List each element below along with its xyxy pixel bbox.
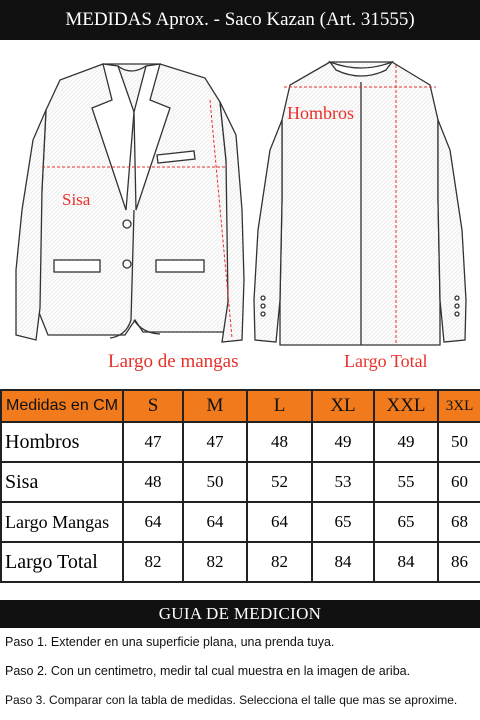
table-cell: 84 bbox=[374, 542, 438, 582]
table-cell: 48 bbox=[247, 422, 312, 462]
table-row bbox=[1, 462, 480, 502]
table-cell: 64 bbox=[247, 502, 312, 542]
sisa-label: Sisa bbox=[62, 190, 91, 209]
table-cell: 84 bbox=[312, 542, 374, 582]
hombros-label: Hombros bbox=[287, 103, 354, 123]
header-size-m: M bbox=[183, 390, 247, 422]
table-cell: 82 bbox=[183, 542, 247, 582]
table-cell: 65 bbox=[374, 502, 438, 542]
header-size-l: L bbox=[247, 390, 312, 422]
page-header bbox=[0, 0, 480, 40]
step-3: Paso 3. Comparar con la tabla de medidas. Selecciona el talle que mas se aproxime. bbox=[5, 693, 458, 707]
header-medidas: Medidas en CM bbox=[1, 390, 123, 422]
jacket-drawings bbox=[0, 40, 480, 385]
table-cell: 47 bbox=[123, 422, 183, 462]
table-cell: 50 bbox=[438, 422, 480, 462]
table-cell: 52 bbox=[247, 462, 312, 502]
table-cell: 49 bbox=[374, 422, 438, 462]
table-cell: 48 bbox=[123, 462, 183, 502]
table-cell: 55 bbox=[374, 462, 438, 502]
header-size-s: S bbox=[123, 390, 183, 422]
table-header-row bbox=[1, 390, 480, 422]
table-cell: 50 bbox=[183, 462, 247, 502]
header-size-3xl: 3XL bbox=[438, 390, 480, 422]
row-label: Sisa bbox=[1, 462, 123, 502]
size-chart-table bbox=[0, 389, 480, 583]
row-label: Largo Total bbox=[1, 542, 123, 582]
guide-title: GUIA DE MEDICION bbox=[158, 604, 322, 623]
largo-mangas-label: Largo de mangas bbox=[108, 351, 239, 372]
step-2: Paso 2. Con un centimetro, medir tal cual muestra en la imagen de ariba. bbox=[5, 664, 411, 678]
guide-header bbox=[0, 600, 480, 628]
guide-steps bbox=[5, 628, 477, 715]
table-cell: 49 bbox=[312, 422, 374, 462]
table-cell: 68 bbox=[438, 502, 480, 542]
jacket-back-drawing bbox=[254, 62, 466, 345]
table-row bbox=[1, 422, 480, 462]
row-label: Hombros bbox=[1, 422, 123, 462]
page-title: MEDIDAS Aprox. - Saco Kazan (Art. 31555) bbox=[65, 9, 415, 30]
table-cell: 60 bbox=[438, 462, 480, 502]
table-cell: 82 bbox=[123, 542, 183, 582]
table-cell: 47 bbox=[183, 422, 247, 462]
table-cell: 82 bbox=[247, 542, 312, 582]
step-1: Paso 1. Extender en una superficie plana, una prenda tuya. bbox=[5, 635, 335, 649]
garment-illustration bbox=[0, 40, 480, 385]
header-size-xxl: XXL bbox=[374, 390, 438, 422]
row-label: Largo Mangas bbox=[1, 502, 123, 542]
table-cell: 64 bbox=[183, 502, 247, 542]
table-row bbox=[1, 542, 480, 582]
header-size-xl: XL bbox=[312, 390, 374, 422]
table-row bbox=[1, 502, 480, 542]
table-cell: 86 bbox=[438, 542, 480, 582]
table-cell: 53 bbox=[312, 462, 374, 502]
jacket-front-drawing bbox=[16, 64, 244, 342]
largo-total-label: Largo Total bbox=[344, 351, 428, 371]
table-cell: 64 bbox=[123, 502, 183, 542]
table-cell: 65 bbox=[312, 502, 374, 542]
